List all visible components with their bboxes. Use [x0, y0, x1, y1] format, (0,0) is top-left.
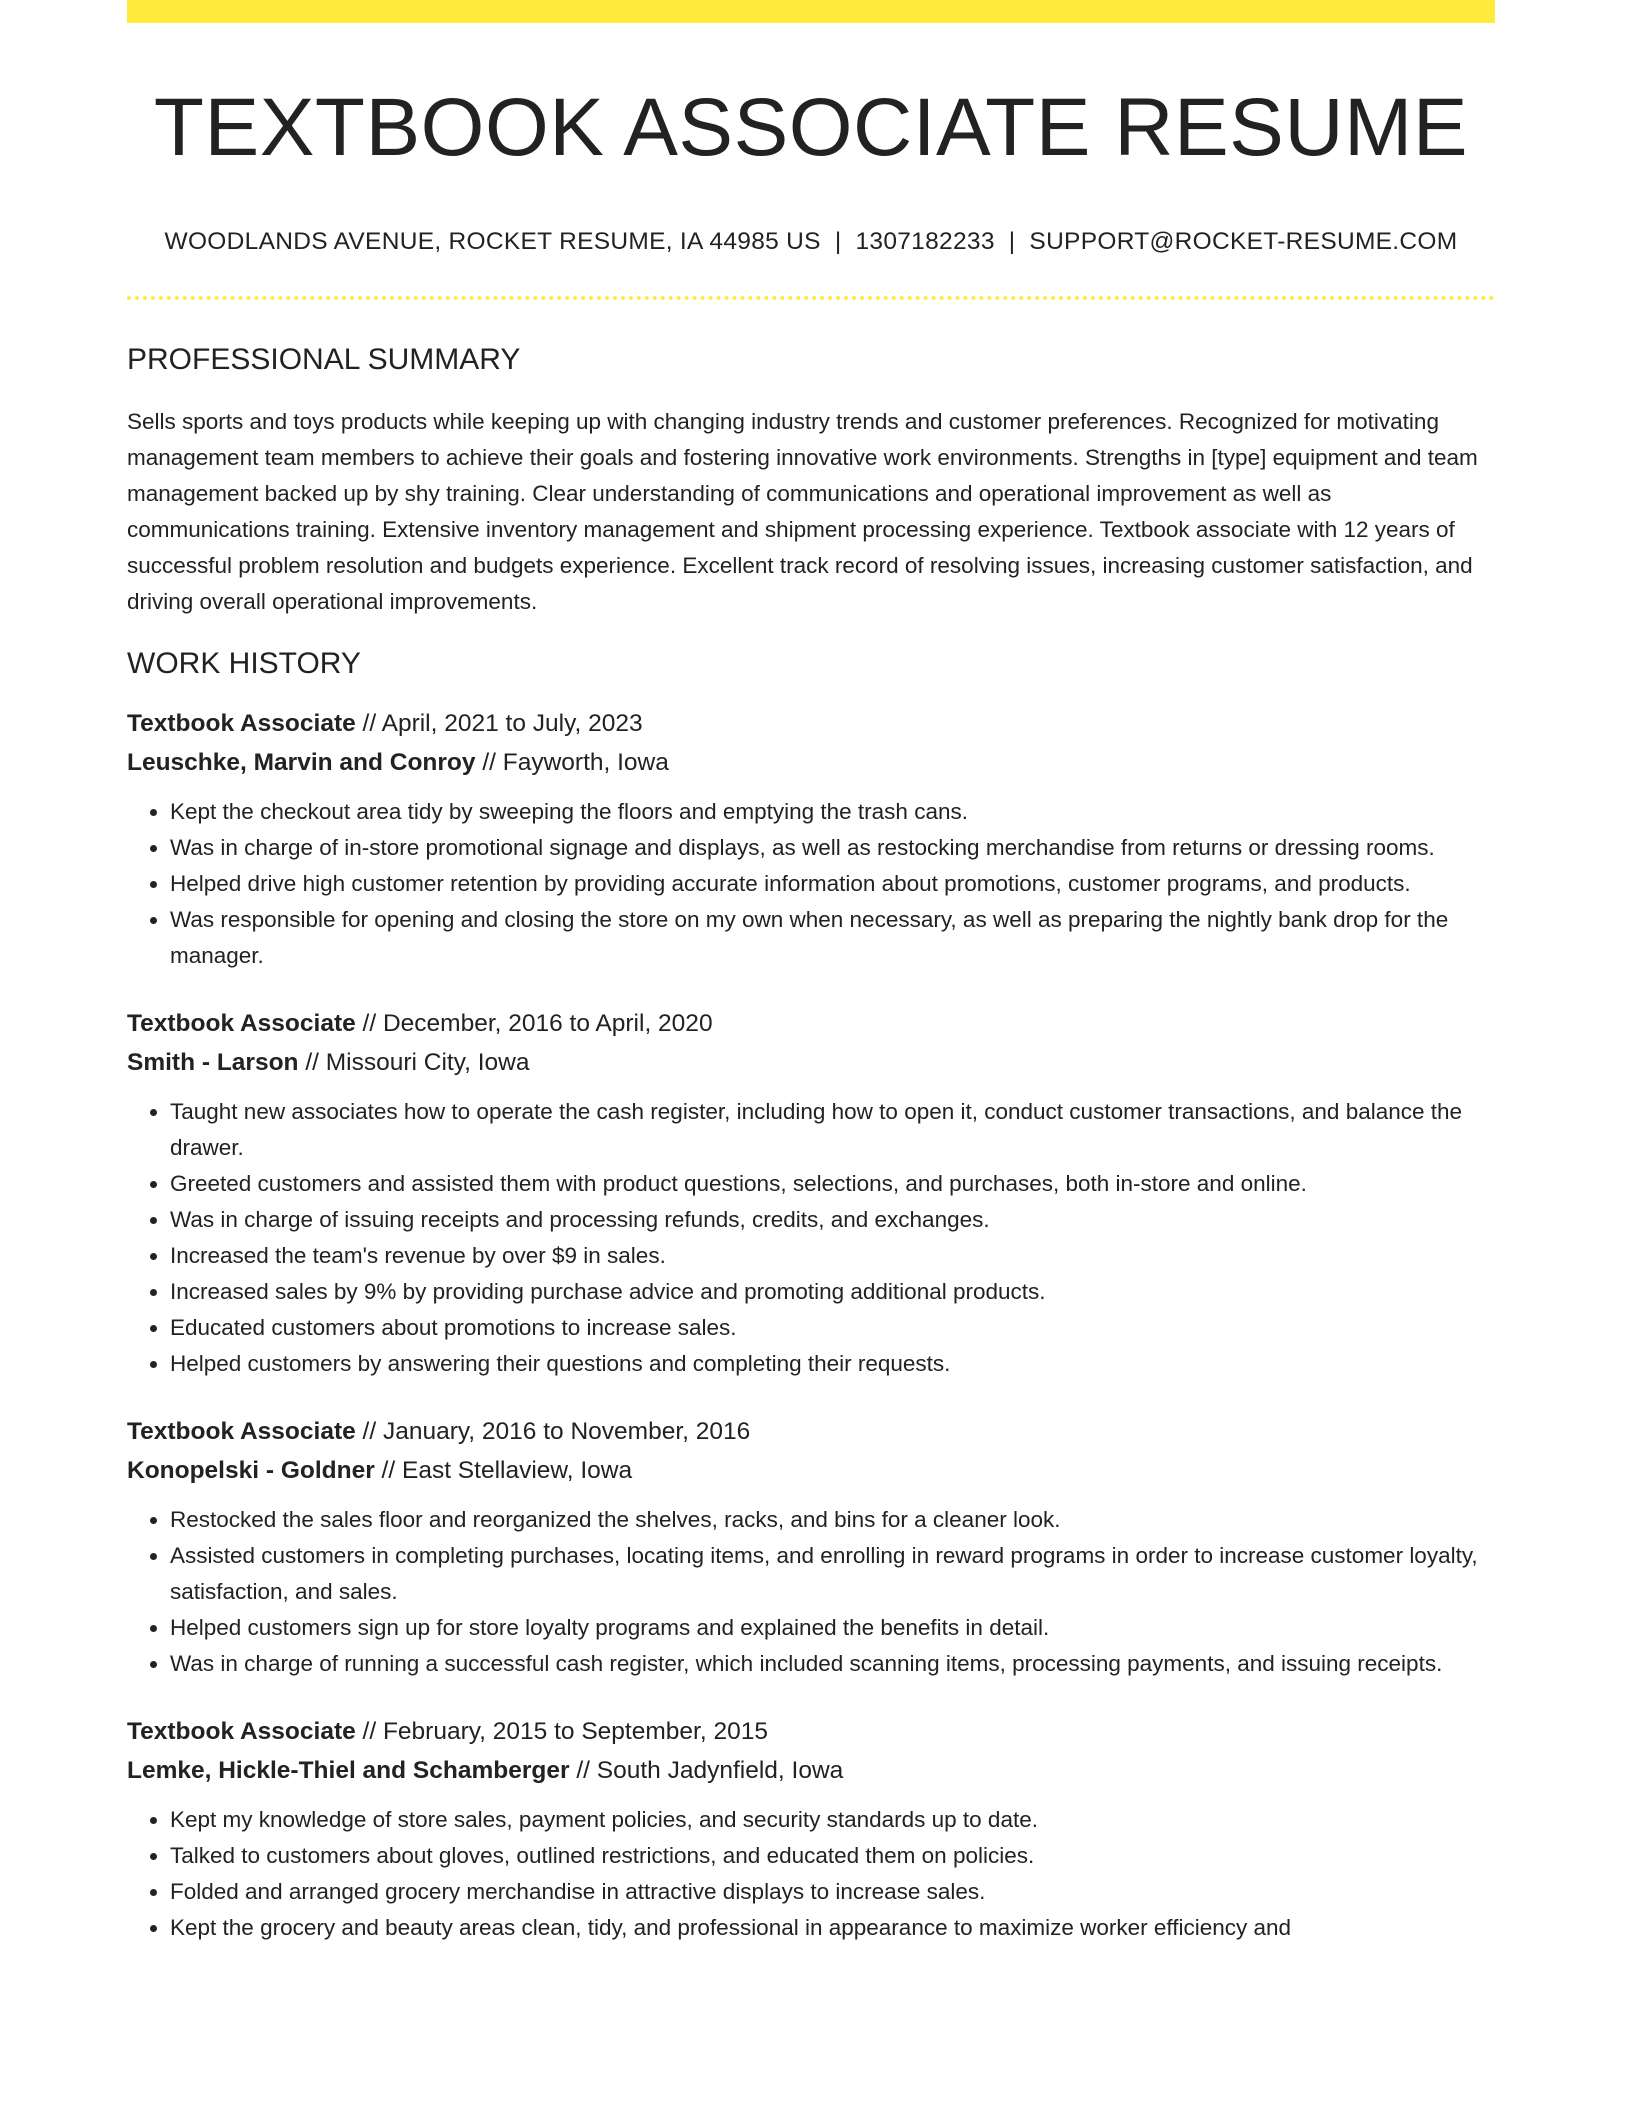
- job-location: // Fayworth, Iowa: [475, 748, 669, 776]
- job-location: // South Jadynfield, Iowa: [569, 1756, 844, 1784]
- contact-separator: |: [834, 228, 842, 256]
- job-bullet: • Helped customers by answering their questions and completing their requests.: [170, 1346, 1495, 1382]
- job-bullet: • Talked to customers about gloves, outlined restrictions, and educated them on policies.: [170, 1838, 1495, 1874]
- job-bullets: [127, 1502, 1495, 1682]
- job-bullet: • Assisted customers in completing purchases, locating items, and enrolling in reward programs in order to increase customer loyalty, satisfaction, and sales.: [170, 1538, 1495, 1610]
- job-dates: // April, 2021 to July, 2023: [355, 709, 643, 737]
- job-bullets: [127, 794, 1495, 974]
- job-bullet: • Helped customers sign up for store loyalty programs and explained the benefits in detail.: [170, 1610, 1495, 1646]
- job-bullet: • Was in charge of issuing receipts and processing refunds, credits, and exchanges.: [170, 1202, 1495, 1238]
- job-company: Leuschke, Marvin and Conroy: [127, 748, 476, 776]
- job-entry: [127, 704, 1495, 974]
- job-company: Smith - Larson: [127, 1048, 299, 1076]
- job-role: Textbook Associate: [127, 1717, 356, 1745]
- job-company-line: [127, 1043, 1495, 1082]
- job-entry: [127, 1004, 1495, 1382]
- job-bullet: • Was in charge of in-store promotional signage and displays, as well as restocking merchandise from returns or dressing rooms.: [170, 830, 1495, 866]
- job-entry: [127, 1412, 1495, 1682]
- job-bullet: • Kept the checkout area tidy by sweeping the floors and emptying the trash cans.: [170, 794, 1495, 830]
- contact-phone: 1307182233: [855, 228, 995, 256]
- job-bullet: • Helped drive high customer retention by providing accurate information about promotions, customer programs, and products.: [170, 866, 1495, 902]
- job-bullet: • Taught new associates how to operate the cash register, including how to open it, conduct customer transactions, and balance the drawer.: [170, 1094, 1495, 1166]
- resume-title: TEXTBOOK ASSOCIATE RESUME: [153, 82, 1469, 173]
- job-bullet: • Increased the team's revenue by over $9 in sales.: [170, 1238, 1495, 1274]
- accent-top-bar: [127, 0, 1495, 23]
- job-location: // East Stellaview, Iowa: [374, 1456, 633, 1484]
- job-bullet: • Kept my knowledge of store sales, payment policies, and security standards up to date.: [170, 1802, 1495, 1838]
- job-role-line: [127, 1412, 1495, 1451]
- job-company: Lemke, Hickle-Thiel and Schamberger: [127, 1756, 570, 1784]
- job-dates: // January, 2016 to November, 2016: [355, 1417, 751, 1445]
- contact-email: SUPPORT@ROCKET-RESUME.COM: [1029, 228, 1458, 256]
- contact-line: [127, 227, 1495, 256]
- dotted-divider: [127, 296, 1495, 300]
- summary-text: Sells sports and toys products while keeping up with changing industry trends and customer preferences. Recognized for motivating management team members to achieve their goals and fostering innovative work environments. Strengths in [type] equipment and team management backed up by shy training. Clear understanding of communications and operational improvement as well as communications training. Extensive inventory management and shipment processing experience. Textbook associate with 12 years of successful problem resolution and budgets experience. Excellent track record of resolving issues, increasing customer satisfaction, and driving overall operational improvements.: [127, 408, 1478, 614]
- job-bullets: [127, 1802, 1495, 1946]
- contact-separator: |: [1008, 228, 1016, 256]
- job-company-line: [127, 1751, 1495, 1790]
- job-company-line: [127, 1451, 1495, 1490]
- job-bullet: • Folded and arranged grocery merchandise in attractive displays to increase sales.: [170, 1874, 1495, 1910]
- job-location: // Missouri City, Iowa: [298, 1048, 530, 1076]
- job-bullet: • Increased sales by 9% by providing purchase advice and promoting additional products.: [170, 1274, 1495, 1310]
- job-company: Konopelski - Goldner: [127, 1456, 375, 1484]
- job-role: Textbook Associate: [127, 1417, 356, 1445]
- job-dates: // February, 2015 to September, 2015: [355, 1717, 768, 1745]
- job-role: Textbook Associate: [127, 1009, 356, 1037]
- job-dates: // December, 2016 to April, 2020: [355, 1009, 713, 1037]
- job-bullet: • Educated customers about promotions to increase sales.: [170, 1310, 1495, 1346]
- job-role-line: [127, 1004, 1495, 1043]
- job-bullet: • Restocked the sales floor and reorganized the shelves, racks, and bins for a cleaner look.: [170, 1502, 1495, 1538]
- job-bullet: • Was responsible for opening and closing the store on my own when necessary, as well as preparing the nightly bank drop for the manager.: [170, 902, 1495, 974]
- job-bullet: • Was in charge of running a successful cash register, which included scanning items, processing payments, and issuing receipts.: [170, 1646, 1495, 1682]
- job-role: Textbook Associate: [127, 709, 356, 737]
- job-bullet: • Kept the grocery and beauty areas clean, tidy, and professional in appearance to maximize worker efficiency and: [170, 1910, 1495, 1946]
- summary-heading: PROFESSIONAL SUMMARY: [127, 342, 521, 376]
- job-bullet: • Greeted customers and assisted them with product questions, selections, and purchases, both in-store and online.: [170, 1166, 1495, 1202]
- job-entry: [127, 1712, 1495, 1946]
- contact-address: WOODLANDS AVENUE, ROCKET RESUME, IA 44985 US: [164, 228, 821, 256]
- job-bullets: [127, 1094, 1495, 1382]
- job-role-line: [127, 704, 1495, 743]
- job-company-line: [127, 743, 1495, 782]
- resume-page: [127, 0, 1495, 1946]
- job-role-line: [127, 1712, 1495, 1751]
- work-history-heading: WORK HISTORY: [127, 646, 361, 680]
